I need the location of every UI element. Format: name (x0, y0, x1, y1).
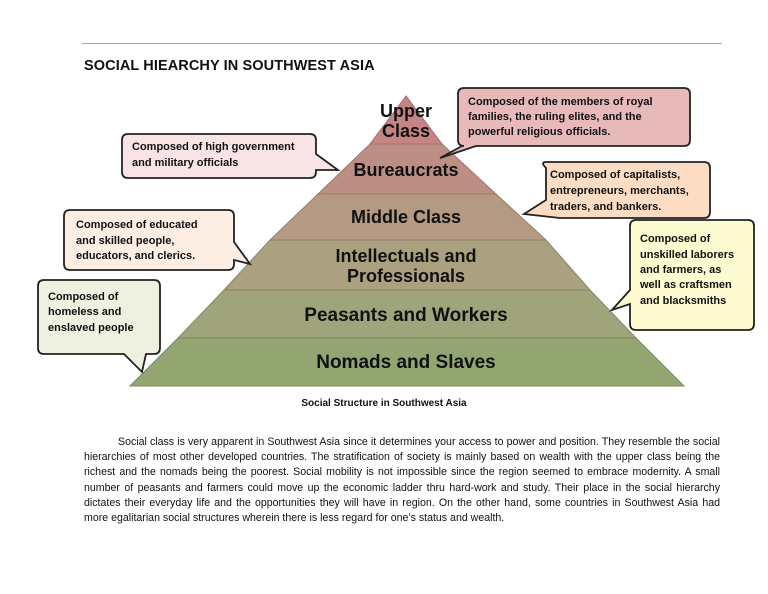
callout-laborers-line-4: well as craftsmen (640, 279, 732, 291)
callout-capitalists-line-1: Composed of capitalists, (550, 169, 681, 181)
callout-royal (440, 88, 690, 158)
level-label-bureaucrats: Bureaucrats (353, 160, 459, 180)
callout-educated-line-2: and skilled people, (76, 235, 175, 247)
level-label-upper-2: Class (381, 121, 431, 141)
callout-homeless-line-3: enslaved people (48, 322, 134, 334)
level-label-middle-class: Middle Class (350, 207, 462, 227)
level-label-intellectuals-1: Intellectuals and (335, 246, 477, 266)
callout-government-line-2: and military officials (132, 157, 239, 169)
callout-capitalists-line-2: entrepreneurs, merchants, (550, 185, 689, 197)
callout-homeless-line-1: Composed of (48, 291, 119, 303)
callout-laborers-line-2: unskilled laborers (640, 249, 735, 261)
callout-royal-line-2: families, the ruling elites, and the (468, 111, 642, 123)
callout-homeless-line-2: homeless and (48, 306, 122, 318)
callout-royal-line-1: Composed of the members of royal (468, 96, 653, 108)
level-label-peasants: Peasants and Workers (304, 305, 508, 326)
figure-caption: Social Structure in Southwest Asia (301, 398, 467, 409)
callout-government-line-1: Composed of high government (132, 141, 295, 153)
callout-educated (64, 210, 250, 270)
body-paragraph: Social class is very apparent in Southwest Asia since it determines your access to power and position. They resemble the social hierarchies of most other developed countries. The stratification of society is mainly based on wealth with the upper class being the richest and the nomads being the poorest. Social mobility is not impossible since the region seemed to embrace modernity. A small number of peasants and farmers could move up the economic ladder thru hard-work and study. Their place in the social hierarchy dictates their everyday life and the opportunities they will have in region. On the other hand, some countries in Southwest Asia had more egalitarian social structures wherein there is less regard for one’s status and wealth. (84, 436, 720, 525)
level-label-nomads: Nomads and Slaves (316, 352, 496, 373)
callout-laborers-line-3: and farmers, as (640, 264, 722, 276)
callout-laborers-line-5: and blacksmiths (640, 295, 727, 307)
level-label-upper-1: Upper (379, 101, 433, 121)
callout-royal-line-3: powerful religious officials. (468, 126, 611, 138)
callout-laborers (612, 220, 754, 330)
callout-capitalists-line-3: traders, and bankers. (550, 201, 662, 213)
callout-government (122, 134, 338, 178)
callout-educated-line-3: educators, and clerics. (76, 250, 196, 262)
callout-capitalists (524, 162, 710, 218)
callout-educated-line-1: Composed of educated (76, 219, 198, 231)
page-title: SOCIAL HIEARCHY IN SOUTHWEST ASIA (84, 58, 375, 74)
callout-laborers-line-1: Composed of (640, 233, 711, 245)
level-label-intellectuals-2: Professionals (346, 266, 466, 286)
callout-homeless (38, 280, 160, 372)
